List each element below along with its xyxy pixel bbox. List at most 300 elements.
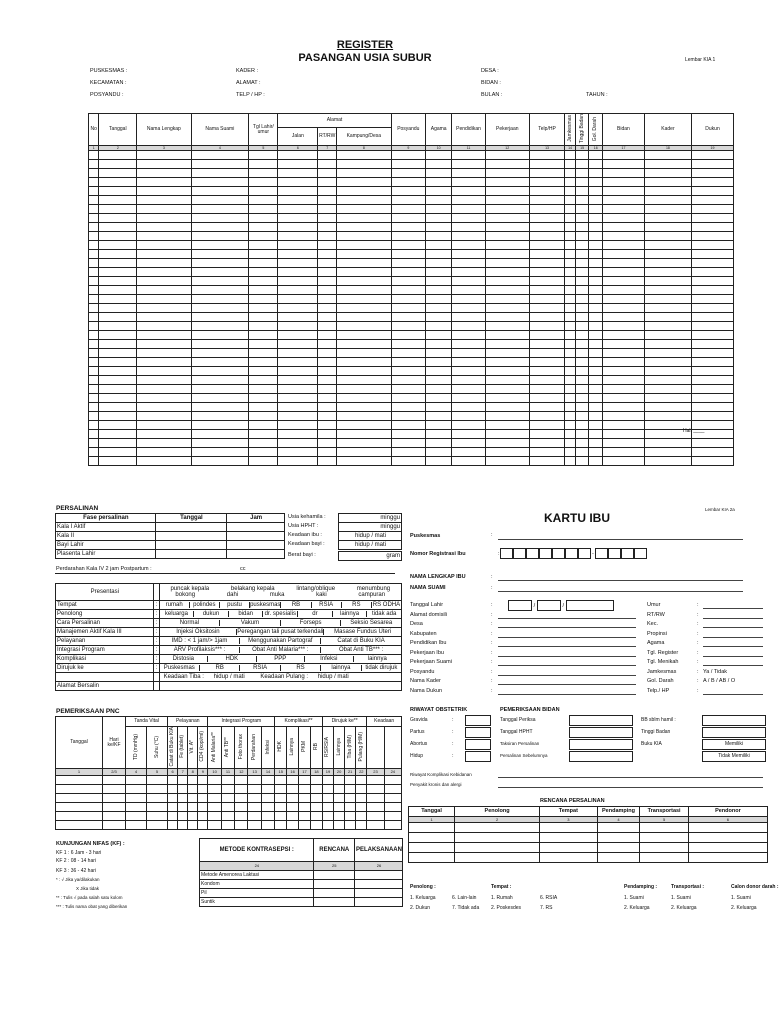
- table-cell[interactable]: [99, 358, 137, 367]
- pnc-cell[interactable]: [345, 812, 356, 821]
- table-cell[interactable]: [692, 178, 734, 187]
- table-cell[interactable]: [137, 286, 191, 295]
- table-cell[interactable]: [318, 232, 337, 241]
- table-cell[interactable]: [391, 340, 426, 349]
- pnc-cell[interactable]: [188, 785, 198, 794]
- table-cell[interactable]: [603, 151, 645, 160]
- pnc-cell[interactable]: [56, 794, 103, 803]
- table-cell[interactable]: [391, 439, 426, 448]
- table-cell[interactable]: [644, 394, 691, 403]
- table-cell[interactable]: [249, 358, 278, 367]
- table-cell[interactable]: [565, 403, 575, 412]
- table-cell[interactable]: [426, 430, 452, 439]
- table-cell[interactable]: [99, 160, 137, 169]
- table-cell[interactable]: [278, 169, 318, 178]
- table-cell[interactable]: [589, 178, 603, 187]
- table-cell[interactable]: [575, 205, 589, 214]
- kartu-field-value[interactable]: [703, 656, 763, 657]
- table-cell[interactable]: [318, 286, 337, 295]
- table-cell[interactable]: [391, 457, 426, 466]
- table-cell[interactable]: [603, 412, 645, 421]
- table-cell[interactable]: [426, 214, 452, 223]
- pnc-cell[interactable]: [299, 794, 311, 803]
- table-cell[interactable]: [191, 349, 249, 358]
- pnc-cell[interactable]: [334, 776, 345, 785]
- table-cell[interactable]: [278, 448, 318, 457]
- table-cell[interactable]: [603, 421, 645, 430]
- table-cell[interactable]: [485, 448, 529, 457]
- table-cell[interactable]: [191, 412, 249, 421]
- table-cell[interactable]: [137, 151, 191, 160]
- table-cell[interactable]: [137, 313, 191, 322]
- table-cell[interactable]: [603, 403, 645, 412]
- table-cell[interactable]: [644, 457, 691, 466]
- presentasi-option[interactable]: puncak kepala: [170, 586, 210, 592]
- table-cell[interactable]: [249, 160, 278, 169]
- persalinan-option[interactable]: Normal: [179, 620, 200, 626]
- persalinan-option[interactable]: RB: [280, 602, 310, 608]
- pnc-cell[interactable]: [103, 803, 126, 812]
- pnc-cell[interactable]: [275, 785, 287, 794]
- table-cell[interactable]: [589, 313, 603, 322]
- kartu-field-value[interactable]: [498, 627, 636, 628]
- table-cell[interactable]: [565, 151, 575, 160]
- table-cell[interactable]: [529, 439, 565, 448]
- persalinan-option[interactable]: Distosia: [172, 656, 194, 662]
- pnc-cell[interactable]: [168, 812, 178, 821]
- presentasi-option[interactable]: lintang/oblique: [296, 586, 336, 592]
- table-cell[interactable]: [337, 439, 391, 448]
- table-cell[interactable]: [89, 457, 99, 466]
- table-cell[interactable]: [452, 349, 486, 358]
- persalinan-option[interactable]: rumah: [165, 602, 183, 608]
- pnc-cell[interactable]: [221, 803, 234, 812]
- pnc-cell[interactable]: [310, 812, 322, 821]
- table-cell[interactable]: [452, 151, 486, 160]
- table-cell[interactable]: [565, 349, 575, 358]
- table-cell[interactable]: [426, 394, 452, 403]
- table-cell[interactable]: [278, 304, 318, 313]
- table-cell[interactable]: [337, 205, 391, 214]
- gram-value[interactable]: gram: [339, 552, 402, 561]
- table-cell[interactable]: [89, 412, 99, 421]
- table-cell[interactable]: [318, 196, 337, 205]
- table-cell[interactable]: [692, 151, 734, 160]
- table-cell[interactable]: [485, 385, 529, 394]
- table-cell[interactable]: [603, 277, 645, 286]
- table-cell[interactable]: [692, 457, 734, 466]
- table-cell[interactable]: [565, 376, 575, 385]
- table-cell[interactable]: [278, 295, 318, 304]
- table-cell[interactable]: [278, 367, 318, 376]
- table-cell[interactable]: [191, 178, 249, 187]
- table-cell[interactable]: [337, 214, 391, 223]
- kartu-field-value[interactable]: [498, 637, 636, 638]
- table-cell[interactable]: [191, 169, 249, 178]
- table-cell[interactable]: [644, 241, 691, 250]
- table-cell[interactable]: [452, 322, 486, 331]
- pnc-cell[interactable]: [235, 776, 248, 785]
- table-cell[interactable]: [575, 448, 589, 457]
- pnc-cell[interactable]: [261, 785, 274, 794]
- table-cell[interactable]: [89, 196, 99, 205]
- table-cell[interactable]: [137, 448, 191, 457]
- table-cell[interactable]: [452, 295, 486, 304]
- table-cell[interactable]: [337, 412, 391, 421]
- table-cell[interactable]: [565, 448, 575, 457]
- table-cell[interactable]: [529, 367, 565, 376]
- table-cell[interactable]: [452, 169, 486, 178]
- table-cell[interactable]: [337, 178, 391, 187]
- pnc-cell[interactable]: [198, 794, 208, 803]
- rencana-cell[interactable]: [455, 833, 540, 843]
- pnc-cell[interactable]: [345, 821, 356, 830]
- table-cell[interactable]: [249, 448, 278, 457]
- table-cell[interactable]: [249, 331, 278, 340]
- table-cell[interactable]: [278, 223, 318, 232]
- pnc-cell[interactable]: [178, 812, 188, 821]
- table-cell[interactable]: [391, 277, 426, 286]
- table-cell[interactable]: [692, 385, 734, 394]
- cell[interactable]: [155, 550, 227, 559]
- table-cell[interactable]: [249, 250, 278, 259]
- table-cell[interactable]: [89, 403, 99, 412]
- table-cell[interactable]: [249, 340, 278, 349]
- table-cell[interactable]: [644, 358, 691, 367]
- table-cell[interactable]: [89, 259, 99, 268]
- table-cell[interactable]: [337, 448, 391, 457]
- table-cell[interactable]: [99, 232, 137, 241]
- penyakit-value[interactable]: [498, 787, 763, 788]
- persalinan-option[interactable]: RS: [341, 602, 371, 608]
- presentasi-option[interactable]: dahi: [226, 592, 239, 598]
- obstetrik-box[interactable]: [465, 727, 491, 738]
- table-cell[interactable]: [575, 295, 589, 304]
- table-cell[interactable]: [575, 169, 589, 178]
- table-cell[interactable]: [89, 223, 99, 232]
- pnc-cell[interactable]: [310, 803, 322, 812]
- persalinan-option[interactable]: Vakum: [219, 620, 280, 626]
- table-cell[interactable]: [337, 376, 391, 385]
- table-cell[interactable]: [575, 250, 589, 259]
- table-cell[interactable]: [692, 187, 734, 196]
- table-cell[interactable]: [529, 322, 565, 331]
- table-cell[interactable]: [529, 457, 565, 466]
- table-cell[interactable]: [99, 205, 137, 214]
- table-cell[interactable]: [337, 358, 391, 367]
- table-cell[interactable]: [318, 169, 337, 178]
- table-cell[interactable]: [191, 151, 249, 160]
- table-cell[interactable]: [426, 223, 452, 232]
- table-cell[interactable]: [565, 286, 575, 295]
- table-cell[interactable]: [644, 223, 691, 232]
- table-cell[interactable]: [485, 412, 529, 421]
- pnc-cell[interactable]: [384, 821, 401, 830]
- table-cell[interactable]: [99, 331, 137, 340]
- table-cell[interactable]: [391, 259, 426, 268]
- pnc-cell[interactable]: [345, 776, 356, 785]
- pnc-cell[interactable]: [275, 776, 287, 785]
- pnc-cell[interactable]: [208, 776, 221, 785]
- table-cell[interactable]: [426, 232, 452, 241]
- table-cell[interactable]: [529, 403, 565, 412]
- table-cell[interactable]: [137, 394, 191, 403]
- table-cell[interactable]: [529, 250, 565, 259]
- table-cell[interactable]: [529, 340, 565, 349]
- persalinan-option[interactable]: dukun: [193, 611, 228, 617]
- table-cell[interactable]: [426, 331, 452, 340]
- table-cell[interactable]: [191, 421, 249, 430]
- table-cell[interactable]: [644, 295, 691, 304]
- table-cell[interactable]: [191, 196, 249, 205]
- table-cell[interactable]: [565, 304, 575, 313]
- table-cell[interactable]: [485, 223, 529, 232]
- cell[interactable]: [155, 541, 227, 550]
- table-cell[interactable]: [391, 187, 426, 196]
- pnc-cell[interactable]: [56, 821, 103, 830]
- table-cell[interactable]: [137, 241, 191, 250]
- table-cell[interactable]: [589, 439, 603, 448]
- table-cell[interactable]: [452, 241, 486, 250]
- table-cell[interactable]: [137, 214, 191, 223]
- pnc-cell[interactable]: [367, 821, 384, 830]
- obstetrik-box[interactable]: [465, 739, 491, 750]
- pnc-cell[interactable]: [126, 785, 147, 794]
- pnc-cell[interactable]: [287, 794, 299, 803]
- table-cell[interactable]: [191, 250, 249, 259]
- table-cell[interactable]: [644, 205, 691, 214]
- table-cell[interactable]: [337, 367, 391, 376]
- table-cell[interactable]: [249, 178, 278, 187]
- table-cell[interactable]: [318, 205, 337, 214]
- table-cell[interactable]: [318, 376, 337, 385]
- table-cell[interactable]: [337, 160, 391, 169]
- table-cell[interactable]: [249, 394, 278, 403]
- table-cell[interactable]: [137, 358, 191, 367]
- table-cell[interactable]: [603, 205, 645, 214]
- table-cell[interactable]: [692, 439, 734, 448]
- table-cell[interactable]: [565, 421, 575, 430]
- table-cell[interactable]: [99, 295, 137, 304]
- table-cell[interactable]: [391, 295, 426, 304]
- reg-digit-box[interactable]: [526, 548, 539, 559]
- table-cell[interactable]: [575, 376, 589, 385]
- table-cell[interactable]: [589, 340, 603, 349]
- table-cell[interactable]: [99, 178, 137, 187]
- obstetrik-box[interactable]: [465, 751, 491, 762]
- presentasi-option[interactable]: campuran: [358, 592, 386, 598]
- table-cell[interactable]: [318, 457, 337, 466]
- table-cell[interactable]: [426, 178, 452, 187]
- table-cell[interactable]: [191, 376, 249, 385]
- pnc-cell[interactable]: [287, 785, 299, 794]
- table-cell[interactable]: [485, 178, 529, 187]
- table-cell[interactable]: [137, 403, 191, 412]
- bidan-field-box[interactable]: [569, 715, 633, 726]
- pnc-cell[interactable]: [103, 794, 126, 803]
- reg-digit-box[interactable]: [552, 548, 565, 559]
- table-cell[interactable]: [426, 367, 452, 376]
- table-cell[interactable]: [391, 385, 426, 394]
- table-cell[interactable]: [485, 250, 529, 259]
- table-cell[interactable]: [137, 367, 191, 376]
- table-cell[interactable]: [337, 232, 391, 241]
- table-cell[interactable]: [137, 205, 191, 214]
- table-cell[interactable]: [391, 304, 426, 313]
- pnc-cell[interactable]: [384, 785, 401, 794]
- table-cell[interactable]: [603, 187, 645, 196]
- table-cell[interactable]: [249, 295, 278, 304]
- pnc-cell[interactable]: [126, 821, 147, 830]
- pnc-cell[interactable]: [287, 803, 299, 812]
- table-cell[interactable]: [589, 457, 603, 466]
- table-cell[interactable]: [249, 259, 278, 268]
- table-cell[interactable]: [529, 295, 565, 304]
- pnc-cell[interactable]: [147, 785, 168, 794]
- table-cell[interactable]: [89, 151, 99, 160]
- tanggal-lahir-boxes[interactable]: / /: [508, 600, 614, 611]
- table-cell[interactable]: [644, 169, 691, 178]
- pnc-cell[interactable]: [367, 812, 384, 821]
- table-cell[interactable]: [644, 286, 691, 295]
- table-cell[interactable]: [692, 196, 734, 205]
- table-cell[interactable]: [278, 205, 318, 214]
- pnc-cell[interactable]: [322, 803, 333, 812]
- table-cell[interactable]: [565, 178, 575, 187]
- rencana-cell[interactable]: [597, 823, 640, 833]
- pnc-cell[interactable]: [178, 821, 188, 830]
- table-cell[interactable]: [575, 187, 589, 196]
- rencana-cell[interactable]: [688, 843, 767, 853]
- table-cell[interactable]: [191, 232, 249, 241]
- persalinan-option[interactable]: Forseps: [280, 620, 341, 626]
- table-cell[interactable]: [452, 232, 486, 241]
- table-cell[interactable]: [565, 385, 575, 394]
- table-cell[interactable]: [692, 394, 734, 403]
- table-cell[interactable]: [565, 160, 575, 169]
- table-cell[interactable]: [426, 241, 452, 250]
- table-cell[interactable]: [644, 151, 691, 160]
- table-cell[interactable]: [485, 349, 529, 358]
- rencana-cell[interactable]: [640, 843, 688, 853]
- table-cell[interactable]: [589, 187, 603, 196]
- table-cell[interactable]: [249, 268, 278, 277]
- pnc-cell[interactable]: [168, 785, 178, 794]
- table-cell[interactable]: [589, 259, 603, 268]
- table-cell[interactable]: [137, 178, 191, 187]
- table-cell[interactable]: [318, 268, 337, 277]
- table-cell[interactable]: [278, 412, 318, 421]
- table-cell[interactable]: [565, 439, 575, 448]
- table-cell[interactable]: [89, 250, 99, 259]
- table-cell[interactable]: [589, 196, 603, 205]
- table-cell[interactable]: [99, 313, 137, 322]
- table-cell[interactable]: [249, 169, 278, 178]
- table-cell[interactable]: [89, 178, 99, 187]
- table-cell[interactable]: [589, 241, 603, 250]
- pnc-cell[interactable]: [56, 812, 103, 821]
- pnc-cell[interactable]: [103, 776, 126, 785]
- pnc-cell[interactable]: [299, 785, 311, 794]
- table-cell[interactable]: [603, 457, 645, 466]
- table-cell[interactable]: [391, 250, 426, 259]
- table-cell[interactable]: [249, 187, 278, 196]
- pnc-cell[interactable]: [235, 785, 248, 794]
- table-cell[interactable]: [278, 196, 318, 205]
- table-cell[interactable]: [278, 250, 318, 259]
- table-cell[interactable]: [575, 151, 589, 160]
- table-cell[interactable]: [191, 223, 249, 232]
- table-cell[interactable]: [452, 439, 486, 448]
- table-cell[interactable]: [99, 403, 137, 412]
- table-cell[interactable]: [589, 223, 603, 232]
- table-cell[interactable]: [89, 340, 99, 349]
- kartu-field-value[interactable]: [498, 656, 636, 657]
- table-cell[interactable]: [485, 430, 529, 439]
- table-cell[interactable]: [249, 286, 278, 295]
- puskesmas-value[interactable]: [498, 539, 743, 540]
- table-cell[interactable]: [391, 160, 426, 169]
- kontrasepsi-cell[interactable]: [354, 898, 402, 907]
- table-cell[interactable]: [452, 358, 486, 367]
- pnc-cell[interactable]: [299, 776, 311, 785]
- table-cell[interactable]: [452, 340, 486, 349]
- table-cell[interactable]: [318, 394, 337, 403]
- table-cell[interactable]: [485, 205, 529, 214]
- persalinan-option[interactable]: Menggunakan Partograf: [239, 638, 320, 644]
- pnc-cell[interactable]: [275, 812, 287, 821]
- table-cell[interactable]: [318, 421, 337, 430]
- kontrasepsi-cell[interactable]: [313, 871, 354, 880]
- table-cell[interactable]: [191, 340, 249, 349]
- pnc-cell[interactable]: [248, 776, 261, 785]
- table-cell[interactable]: [89, 187, 99, 196]
- table-cell[interactable]: [99, 367, 137, 376]
- table-cell[interactable]: [278, 268, 318, 277]
- table-cell[interactable]: [692, 376, 734, 385]
- table-cell[interactable]: [278, 178, 318, 187]
- kartu-field-value[interactable]: [703, 608, 763, 609]
- table-cell[interactable]: [575, 421, 589, 430]
- table-cell[interactable]: [603, 295, 645, 304]
- table-cell[interactable]: [485, 457, 529, 466]
- table-cell[interactable]: [318, 313, 337, 322]
- table-cell[interactable]: [278, 430, 318, 439]
- table-cell[interactable]: [603, 250, 645, 259]
- table-cell[interactable]: [137, 457, 191, 466]
- hidup-mati-value[interactable]: hidup / mati: [339, 532, 402, 541]
- persalinan-option[interactable]: bidan: [228, 611, 263, 617]
- table-cell[interactable]: [575, 259, 589, 268]
- table-cell[interactable]: [692, 313, 734, 322]
- pnc-cell[interactable]: [367, 785, 384, 794]
- table-cell[interactable]: [318, 187, 337, 196]
- table-cell[interactable]: [278, 322, 318, 331]
- table-cell[interactable]: [337, 187, 391, 196]
- pnc-cell[interactable]: [198, 803, 208, 812]
- table-cell[interactable]: [565, 358, 575, 367]
- table-cell[interactable]: [589, 232, 603, 241]
- table-cell[interactable]: [249, 385, 278, 394]
- table-cell[interactable]: [426, 286, 452, 295]
- persalinan-option[interactable]: PPP: [256, 656, 304, 662]
- table-cell[interactable]: [137, 169, 191, 178]
- table-cell[interactable]: [89, 241, 99, 250]
- pnc-cell[interactable]: [168, 821, 178, 830]
- table-cell[interactable]: [337, 277, 391, 286]
- table-cell[interactable]: [644, 214, 691, 223]
- kontrasepsi-cell[interactable]: [313, 880, 354, 889]
